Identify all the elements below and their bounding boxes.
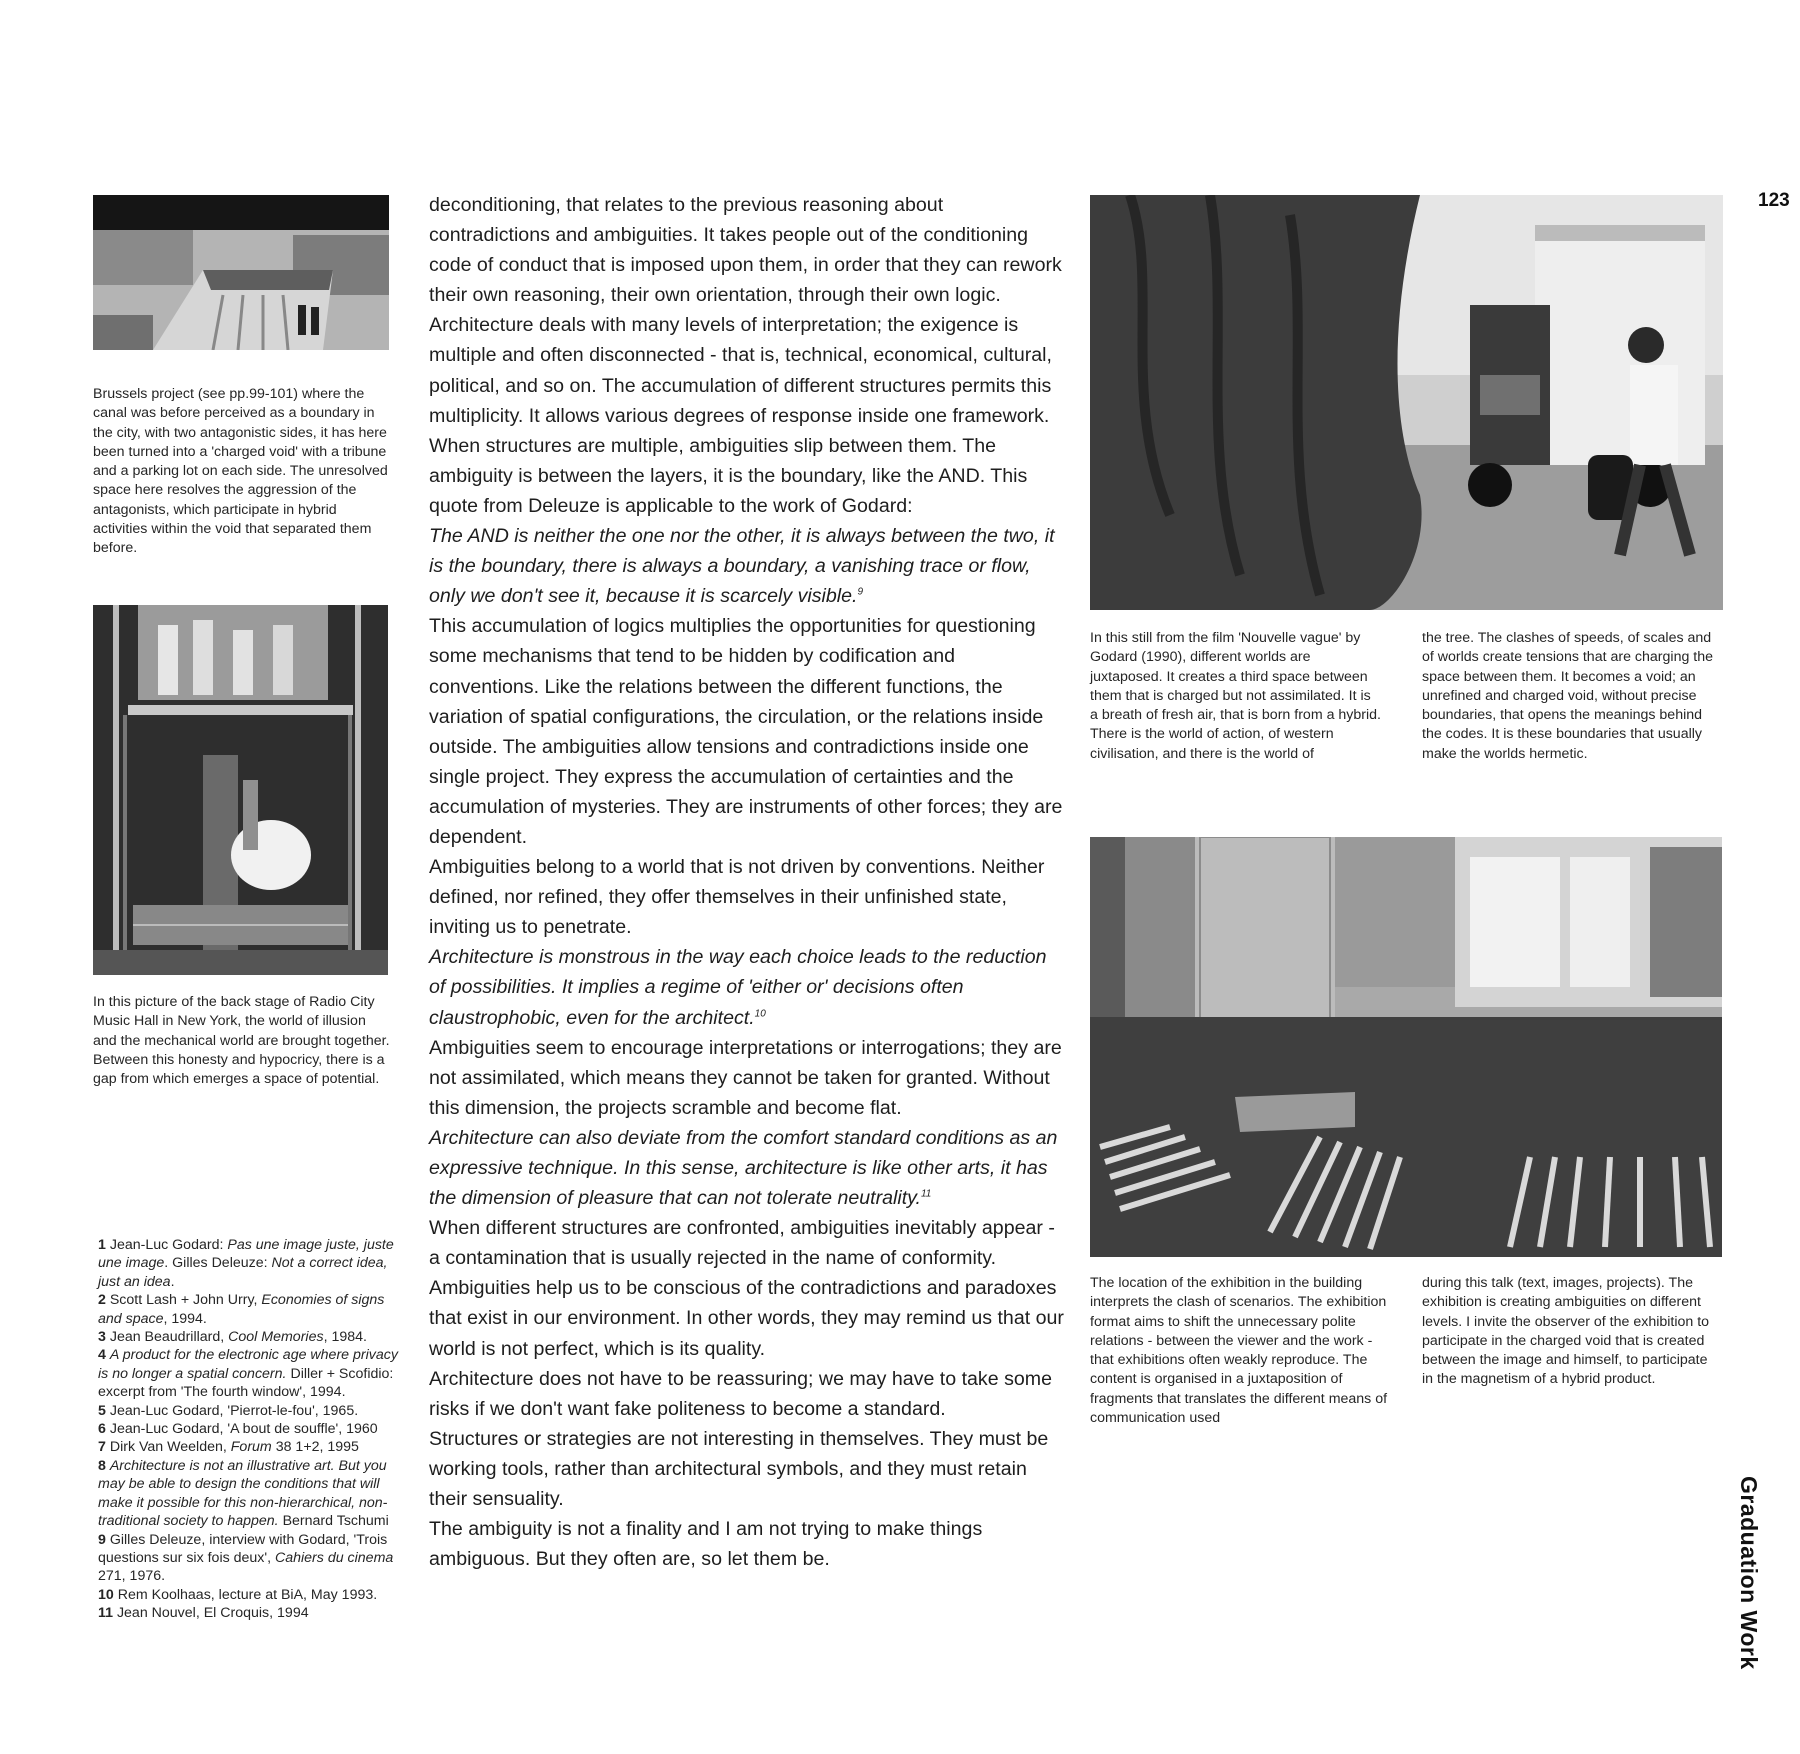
footnote-number: 9	[98, 1531, 106, 1548]
footnote-number: 6	[98, 1421, 106, 1438]
footnote-number: 1	[98, 1237, 106, 1253]
footnote-text: Jean-Luc Godard, 'Pierrot-le-fou', 1965.	[109, 1402, 359, 1419]
paragraph: This accumulation of logics multiplies the opportunities for questioning some mechanisms that tend to be hidden by codification and conventions. Like the relations between the different functions, the variation of spatial configurations, the circulation, or the relations inside outside. The ambiguities allow tensions and contradictions inside one single project. They express the accumulation of certainties and the accumulation of mysteries. They are instruments of other forces; they are dependent.	[429, 615, 1063, 848]
footnote-number: 3	[98, 1329, 106, 1346]
footnote-text: Diller + Scofidio: excerpt from 'The fourth window', 1994.	[98, 1365, 394, 1401]
footnote	[98, 1604, 398, 1622]
footnote-text: .	[170, 1273, 175, 1290]
figure-caption: In this picture of the back stage of Radio City Music Hall in New York, the world of illusion and the mechanical world are brought together. Between this honesty and hypocricy, there is a gap from which emerges a space of potential.	[93, 994, 390, 1088]
exhibition-space-photo	[1090, 837, 1722, 1257]
paragraph: Architecture deals with many levels of interpretation; the exigence is multiple and often disconnected - that is, technical, economical, cultural, political, and so on. The accumulation of different structures permits this multiplicity. It allows various degrees of response inside one framework. When structures are multiple, ambiguities slip between them. The ambiguity is between the layers, it is the boundary, like the AND. This quote from Deleuze is applicable to the work of Godard:	[429, 314, 1052, 517]
footnote-text: Dirk Van Weelden,	[109, 1439, 231, 1456]
footnote-italic: A product for the electronic age where privacy is no longer a spatial concern.	[98, 1347, 398, 1382]
footnote-text: Scott Lash + John Urry,	[109, 1292, 262, 1309]
paragraph: Structures or strategies are not interesting in themselves. They must be working tools, rather than architectural symbols, and they must retain their sensuality.	[429, 1427, 1049, 1511]
brussels-project-photo	[93, 195, 389, 350]
footnote	[98, 1531, 398, 1586]
footnote-number: 11	[98, 1605, 113, 1622]
quote-text: The AND is neither the one nor the other, it is always between the two, it is the boundary, there is always a boundary, a vanishing trace or flow, only we don't see it, because it is scarcely visible.	[429, 525, 1055, 608]
paragraph: The ambiguity is not a finality and I am not trying to make things ambiguous. But they often are, so let them be.	[429, 1518, 983, 1571]
quote-text: Architecture can also deviate from the comfort standard conditions as an expressive technique. In this sense, architecture is like other arts, it has the dimension of pleasure that can not tolerate neutrality.	[429, 1126, 1058, 1210]
footnote-number: 2	[98, 1292, 106, 1309]
paragraph: Ambiguities belong to a world that is not driven by conventions. Neither defined, nor refined, they offer themselves in their unfinished state, inviting us to penetrate.	[429, 856, 1045, 939]
footnote	[98, 1402, 398, 1420]
footnote-text: Jean-Luc Godard:	[109, 1237, 228, 1253]
footnote-italic: Economies of signs and space	[98, 1292, 385, 1327]
footnote-text: Gilles Deleuze, interview with Godard, 'Trois questions sur six fois deux',	[98, 1531, 388, 1566]
footnote-text: Jean Nouvel, El Croquis, 1994	[116, 1605, 309, 1622]
footnote	[98, 1328, 398, 1346]
section-title: Graduation Work	[1736, 1476, 1762, 1670]
quote-paragraph	[429, 521, 1065, 611]
main-text	[429, 190, 1065, 1574]
figure-caption: the tree. The clashes of speeds, of scales and of worlds create tensions that are charging the space between them. It becomes a void; an unrefined and charged void, without precise boundaries, that opens the meanings behind the codes. It is these boundaries that usually make the worlds hermetic.	[1422, 630, 1714, 762]
footnote-italic: Pas une image juste, juste une image	[98, 1237, 394, 1272]
nouvelle-vague-film-still	[1090, 195, 1723, 610]
paragraph: deconditioning, that relates to the previous reasoning about contradictions and ambiguities. It takes people out of the conditioning code of conduct that is imposed upon them, in order that they can rework their own reasoning, their own orientation, through their own logic.	[429, 194, 1062, 307]
footnote-italic: Cool Memories	[228, 1329, 324, 1346]
footnote-text: Rem Koolhaas, lecture at BiA, May 1993.	[117, 1586, 378, 1603]
figure-caption: Brussels project (see pp.99-101) where the canal was before perceived as a boundary in the city, with two antagonistic sides, it has here been turned into a 'charged void' with a tribune and a parking lot on each side. The unresolved space here resolves the aggression of the antagonists, which participate in hybrid activities within the void that separated them before.	[93, 386, 388, 557]
quote-paragraph	[429, 942, 1065, 1032]
footnote-number: 7	[98, 1439, 106, 1456]
radio-city-backstage-photo	[93, 605, 388, 975]
footnote	[98, 1291, 398, 1328]
footnote	[98, 1236, 398, 1291]
footnote-italic: Cahiers du cinema	[274, 1549, 394, 1566]
paragraph: When different structures are confronted, ambiguities inevitably appear - a contamination that is usually rejected in the name of conformity. Ambiguities help us to be conscious of the contradictions and paradoxes that exist in our environment. In other words, they may remind us that our world is not perfect, which is its quality.	[429, 1217, 1064, 1360]
note-reference: 11	[920, 1188, 932, 1200]
footnote-italic: Forum	[230, 1439, 272, 1456]
footnote-text: , 1994.	[163, 1310, 207, 1327]
footnote-text: , 1984.	[323, 1329, 367, 1346]
page-number: 123	[1758, 190, 1790, 211]
footnote-text: Jean-Luc Godard, 'A bout de souffle', 1960	[109, 1421, 378, 1438]
footnote-number: 4	[98, 1347, 106, 1364]
footnote-italic: Architecture is not an illustrative art. But you may be able to design the conditions that will make it possible for this non-hierarchical, non-traditional society to happen.	[98, 1457, 388, 1530]
footnote	[98, 1586, 398, 1604]
note-reference: 10	[754, 1008, 766, 1019]
footnote-text: Bernard Tschumi	[278, 1513, 389, 1530]
note-reference: 9	[857, 586, 864, 598]
footnote-text: Jean Beaudrillard,	[109, 1329, 229, 1346]
footnote-number: 5	[98, 1402, 106, 1419]
quote-paragraph	[429, 1123, 1065, 1213]
footnote	[98, 1420, 398, 1438]
footnote-text: . Gilles Deleuze:	[164, 1255, 272, 1272]
footnote	[98, 1438, 398, 1456]
footnote-number: 10	[98, 1586, 114, 1603]
footnote-italic: Not a correct idea, just an idea	[98, 1255, 388, 1290]
quote-text: Architecture is monstrous in the way each choice leads to the reduction of possibilities. It implies a regime of 'either or' decisions often claustrophobic, even for the architect.	[429, 946, 1047, 1029]
figure-caption: The location of the exhibition in the building interprets the clash of scenarios. The exhibition format aims to shift the unnecessary polite relations - between the viewer and the work - that exhibitions often weakly reproduce. The content is organised in a juxtaposition of fragments that translates the different means of communication used	[1090, 1275, 1388, 1427]
footnotes	[98, 1236, 398, 1623]
footnote-text: 38 1+2, 1995	[271, 1439, 359, 1456]
footnote-number: 8	[98, 1457, 106, 1474]
paragraph: Ambiguities seem to encourage interpretations or interrogations; they are not assimilated, which means they cannot be taken for granted. Without this dimension, the projects scramble and become flat.	[429, 1036, 1062, 1119]
footnote-text: 271, 1976.	[98, 1568, 166, 1585]
figure-caption: In this still from the film 'Nouvelle vague' by Godard (1990), different worlds are juxtaposed. It creates a third space between them that is charged but not assimilated. It is a breath of fresh air, that is born from a hybrid. There is the world of action, of western civilisation, and there is the world of	[1090, 630, 1381, 762]
paragraph: Architecture does not have to be reassuring; we may have to take some risks if we don't want fake politeness to become a standard.	[429, 1367, 1052, 1420]
footnote	[98, 1457, 398, 1531]
footnote	[98, 1346, 398, 1401]
figure-caption: during this talk (text, images, projects). The exhibition is creating ambiguities on different levels. I invite the observer of the exhibition to participate in the charged void that is created between the image and himself, to participate in the magnetism of a hybrid product.	[1422, 1275, 1710, 1388]
